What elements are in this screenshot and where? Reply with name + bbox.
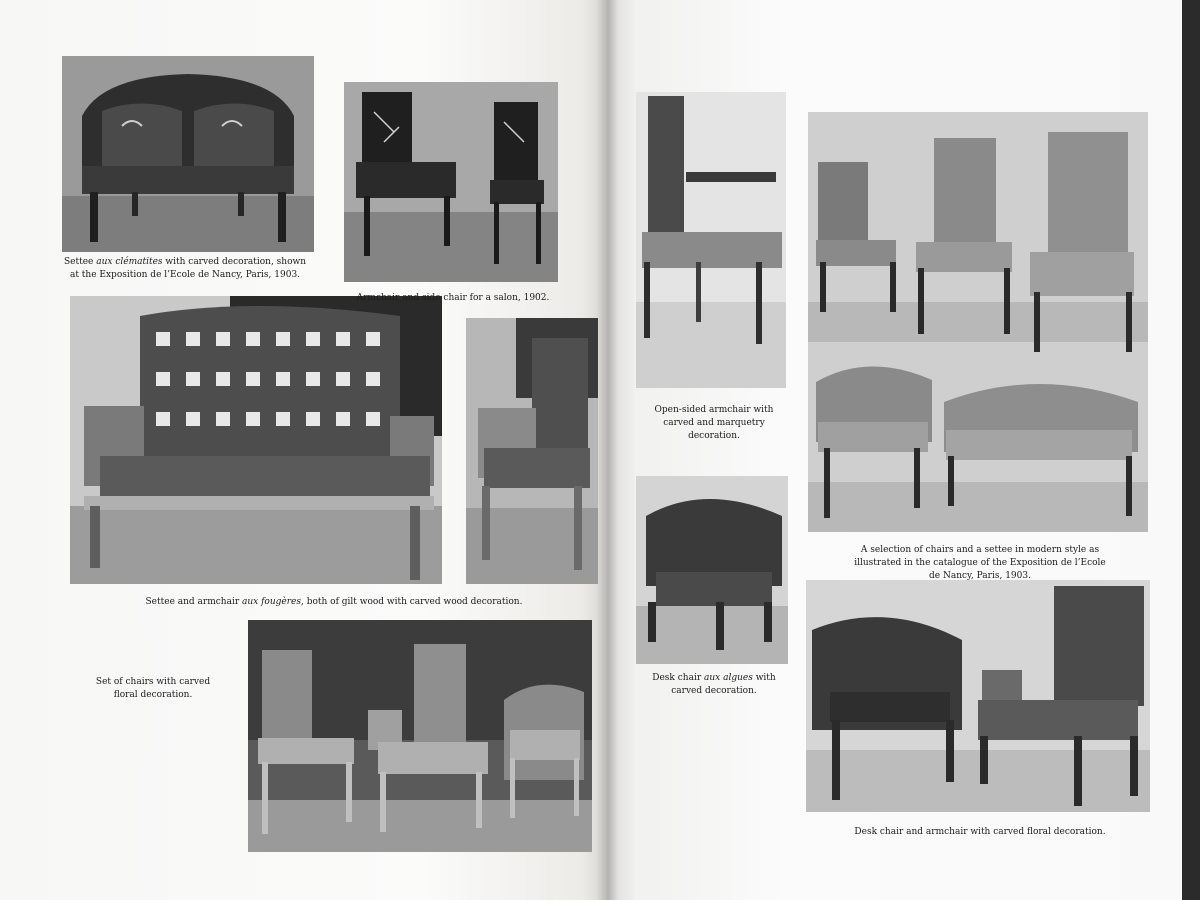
photo-desk-chair-algues bbox=[636, 476, 788, 664]
caption-settee-clematites: Settee aux clématites with carved decoration, shown at the Exposition de l’Ecole de Nancy, Paris, 1903. bbox=[64, 257, 306, 280]
caption-settee-fougeres: Settee and armchair aux fougères, both of gilt wood with carved wood decoration. bbox=[145, 597, 523, 607]
caption-open-sided: Open-sided armchair with carved and marquetry decoration. bbox=[654, 405, 774, 441]
photo-armchair-fougeres bbox=[466, 318, 598, 584]
caption-desk-chair-algues: Desk chair aux algues with carved decoration. bbox=[652, 673, 776, 696]
photo-settee-fougeres bbox=[70, 296, 442, 584]
photo-set-of-chairs bbox=[248, 620, 592, 852]
caption-desk-and-armchair: Desk chair and armchair with carved floral decoration. bbox=[854, 827, 1106, 837]
photo-armchair-side-chair bbox=[344, 82, 558, 282]
photo-open-sided-armchair bbox=[636, 92, 786, 388]
photo-settee-clematites bbox=[62, 56, 314, 252]
photo-desk-chair-armchair bbox=[806, 580, 1150, 812]
caption-armchair-side-chair: Armchair and side chair for a salon, 1902. bbox=[356, 293, 550, 303]
caption-set-of-chairs: Set of chairs with carved floral decoration. bbox=[95, 677, 211, 700]
caption-selection: A selection of chairs and a settee in modern style as illustrated in the catalogue of the Exposition de l’Ecole de Nancy, Paris, 1903. bbox=[854, 545, 1106, 581]
background-edge bbox=[1182, 0, 1200, 900]
book-gutter bbox=[596, 0, 618, 900]
photo-selection-chairs-settee bbox=[808, 112, 1148, 532]
